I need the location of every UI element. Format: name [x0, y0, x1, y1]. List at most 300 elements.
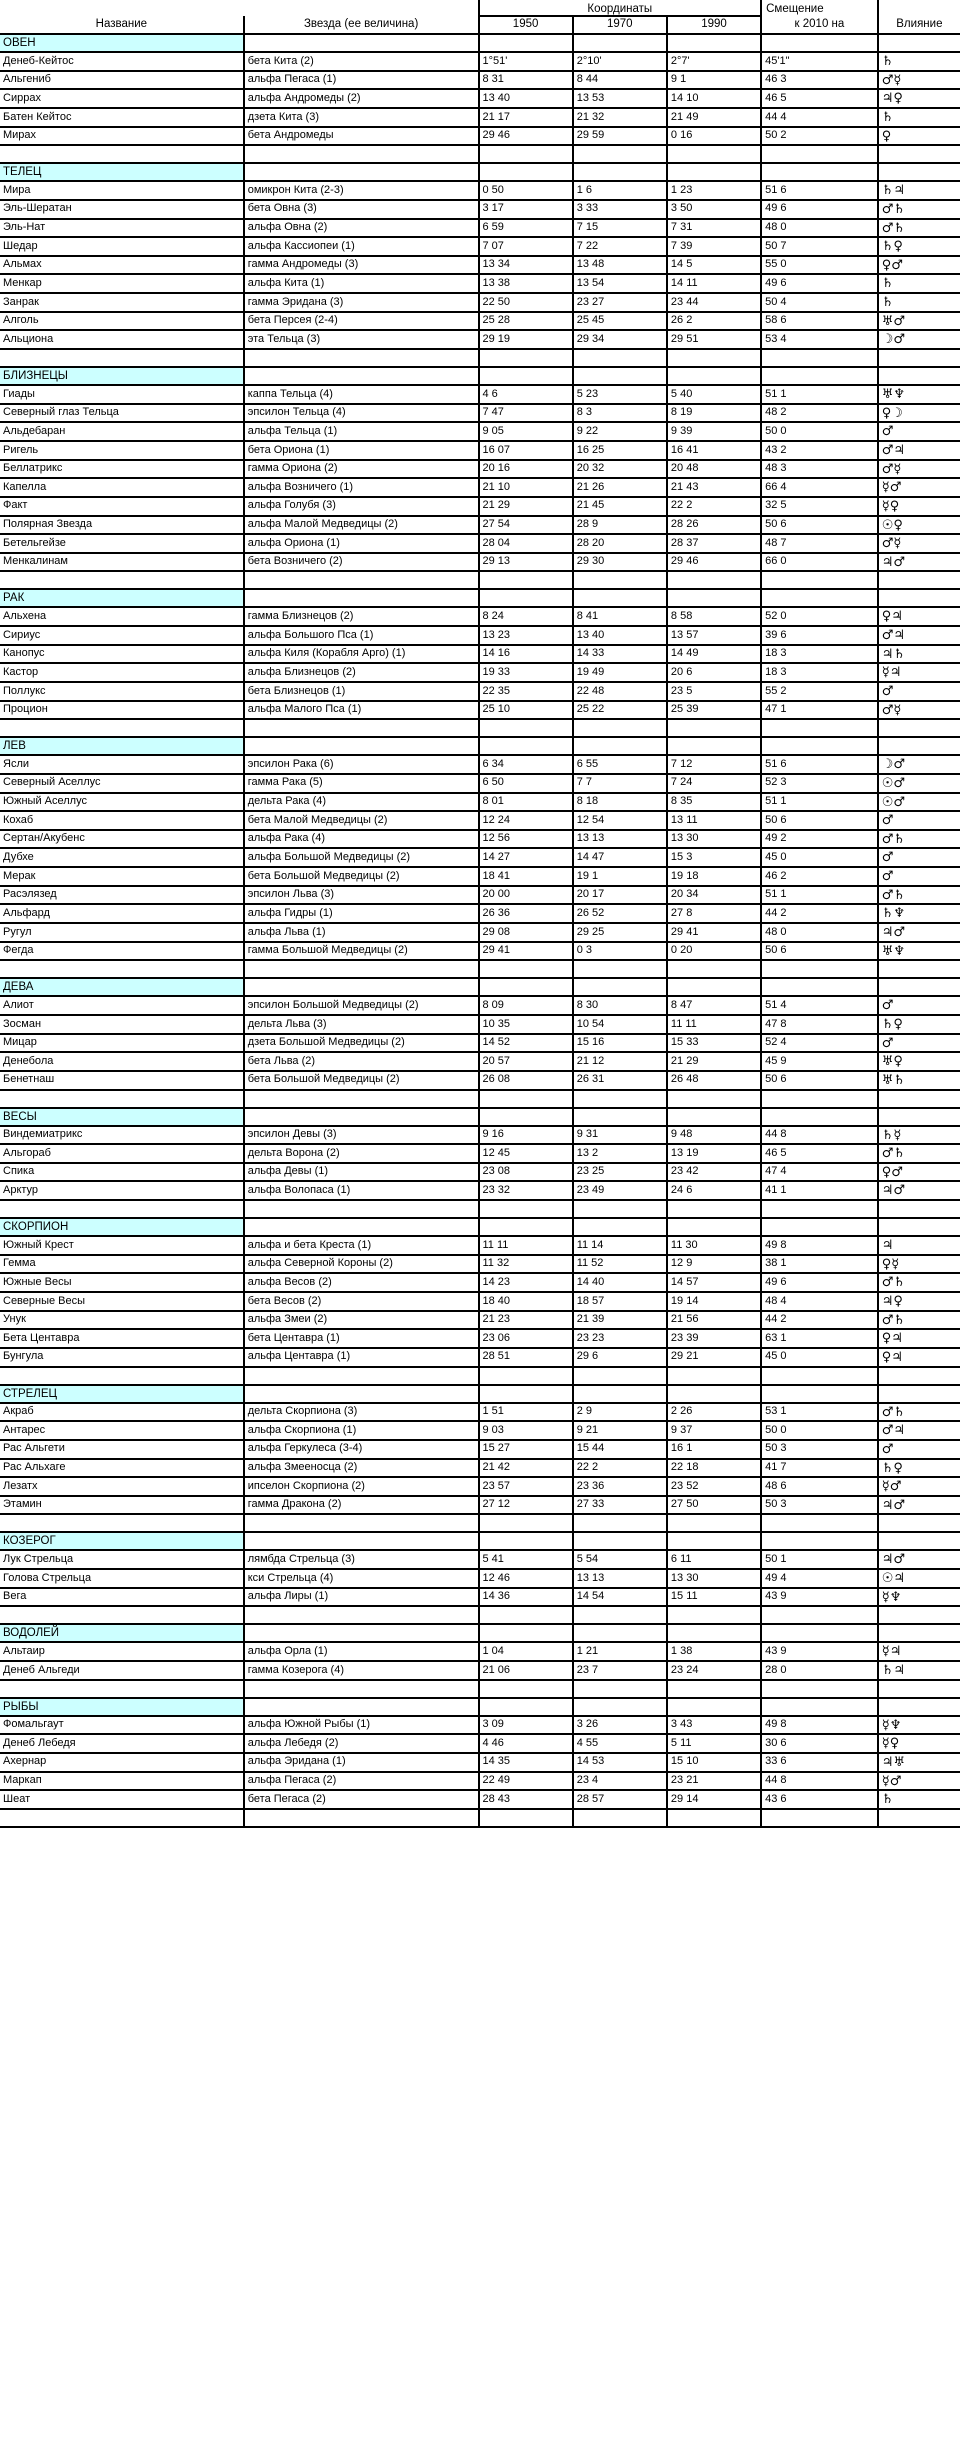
- empty-cell: [761, 571, 878, 589]
- table-row[interactable]: [0, 1255, 960, 1274]
- coordinate-1990-cell: 13 11: [667, 811, 761, 830]
- table-row[interactable]: [0, 867, 960, 886]
- planet-glyph-icon: ♂♄: [881, 1312, 906, 1328]
- table-row[interactable]: [0, 256, 960, 275]
- empty-cell: [761, 1532, 878, 1550]
- table-row[interactable]: [0, 811, 960, 830]
- table-row[interactable]: [0, 1144, 960, 1163]
- coordinate-1990-cell: 14 5: [667, 256, 761, 275]
- empty-cell: [479, 960, 573, 978]
- table-row[interactable]: [0, 553, 960, 572]
- empty-cell: [244, 960, 479, 978]
- planet-glyph-icon: ♂♄: [881, 1146, 906, 1162]
- coordinate-1990-cell: 16 41: [667, 441, 761, 460]
- star-designation-cell: альфа Пегаса (2): [244, 1772, 479, 1791]
- table-row[interactable]: [0, 1772, 960, 1791]
- empty-cell: [573, 1367, 667, 1385]
- empty-cell: [667, 1680, 761, 1698]
- section-separator-row: [0, 1809, 960, 1827]
- star-designation-cell: альфа Змееносца (2): [244, 1459, 479, 1478]
- table-row[interactable]: [0, 200, 960, 219]
- zodiac-sign-row[interactable]: [0, 34, 960, 52]
- coordinate-1950-cell: 19 33: [479, 663, 573, 682]
- empty-cell: [761, 1680, 878, 1698]
- shift-2010-cell: 48 2: [761, 404, 878, 423]
- coordinate-1970-cell: 7 7: [573, 774, 667, 793]
- table-row[interactable]: [0, 1273, 960, 1292]
- zodiac-sign-label: ЛЕВ: [0, 737, 244, 755]
- empty-cell: [244, 571, 479, 589]
- zodiac-sign-row[interactable]: [0, 1532, 960, 1550]
- coordinate-1950-cell: 22 49: [479, 1772, 573, 1791]
- coordinate-1970-cell: 14 54: [573, 1588, 667, 1607]
- zodiac-sign-row[interactable]: [0, 1218, 960, 1236]
- star-name-cell: Мира: [0, 181, 244, 200]
- table-row[interactable]: [0, 127, 960, 146]
- table-row[interactable]: [0, 89, 960, 108]
- star-name-cell: Южные Весы: [0, 1273, 244, 1292]
- coordinate-1990-cell: 20 48: [667, 460, 761, 479]
- star-designation-cell: альфа Льва (1): [244, 923, 479, 942]
- shift-2010-cell: 39 6: [761, 626, 878, 645]
- coordinate-1950-cell: 14 52: [479, 1034, 573, 1053]
- table-row[interactable]: [0, 1071, 960, 1090]
- empty-cell: [479, 589, 573, 607]
- table-row[interactable]: [0, 497, 960, 516]
- empty-cell: [878, 1624, 960, 1642]
- planetary-influence-cell: [878, 1403, 960, 1422]
- shift-2010-cell: 44 2: [761, 1311, 878, 1330]
- coordinate-1970-cell: 23 27: [573, 293, 667, 312]
- star-name-cell: Вега: [0, 1588, 244, 1607]
- planet-glyph-icon: ☿♃: [881, 1644, 902, 1660]
- empty-cell: [244, 1606, 479, 1624]
- coordinate-1990-cell: 23 52: [667, 1477, 761, 1496]
- coordinate-1950-cell: 12 56: [479, 830, 573, 849]
- star-name-cell: Денебола: [0, 1052, 244, 1071]
- shift-2010-cell: 48 3: [761, 460, 878, 479]
- shift-2010-cell: 49 6: [761, 1273, 878, 1292]
- star-designation-cell: альфа Весов (2): [244, 1273, 479, 1292]
- coordinate-1970-cell: 20 17: [573, 886, 667, 905]
- empty-cell: [479, 1809, 573, 1827]
- star-name-cell: Северный глаз Тельца: [0, 404, 244, 423]
- star-designation-cell: гамма Эридана (3): [244, 293, 479, 312]
- planet-glyph-icon: ♀: [881, 128, 892, 144]
- planetary-influence-cell: [878, 89, 960, 108]
- table-row[interactable]: [0, 1163, 960, 1182]
- coordinate-1970-cell: 15 16: [573, 1034, 667, 1053]
- star-designation-cell: альфа Андромеды (2): [244, 89, 479, 108]
- shift-2010-cell: 49 4: [761, 1569, 878, 1588]
- empty-cell: [667, 1606, 761, 1624]
- empty-cell: [761, 163, 878, 181]
- coordinate-1950-cell: 6 34: [479, 755, 573, 774]
- empty-cell: [761, 34, 878, 52]
- table-row[interactable]: [0, 534, 960, 553]
- header-shift-bottom: к 2010 на: [761, 16, 878, 33]
- zodiac-sign-row[interactable]: [0, 1385, 960, 1403]
- shift-2010-cell: 50 6: [761, 811, 878, 830]
- table-row[interactable]: [0, 755, 960, 774]
- header-name: Название: [0, 16, 244, 33]
- coordinate-1950-cell: 28 51: [479, 1348, 573, 1367]
- coordinate-1970-cell: 8 41: [573, 607, 667, 626]
- empty-cell: [244, 1200, 479, 1218]
- empty-cell: [878, 1532, 960, 1550]
- star-name-cell: Голова Стрельца: [0, 1569, 244, 1588]
- coordinate-1950-cell: 21 23: [479, 1311, 573, 1330]
- star-designation-cell: альфа Большой Медведицы (2): [244, 848, 479, 867]
- shift-2010-cell: 52 3: [761, 774, 878, 793]
- table-row[interactable]: [0, 1734, 960, 1753]
- star-designation-cell: альфа Южной Рыбы (1): [244, 1716, 479, 1735]
- empty-cell: [667, 1514, 761, 1532]
- empty-cell: [573, 1200, 667, 1218]
- coordinate-1970-cell: 29 30: [573, 553, 667, 572]
- planetary-influence-cell: [878, 127, 960, 146]
- coordinate-1970-cell: 2 9: [573, 1403, 667, 1422]
- planetary-influence-cell: [878, 404, 960, 423]
- shift-2010-cell: 46 5: [761, 89, 878, 108]
- table-row[interactable]: [0, 1181, 960, 1200]
- zodiac-sign-row[interactable]: [0, 1108, 960, 1126]
- zodiac-sign-row[interactable]: [0, 737, 960, 755]
- table-row[interactable]: [0, 422, 960, 441]
- table-row[interactable]: [0, 923, 960, 942]
- coordinate-1990-cell: 29 51: [667, 330, 761, 349]
- star-designation-cell: альфа и бета Креста (1): [244, 1236, 479, 1255]
- table-row[interactable]: [0, 942, 960, 961]
- shift-2010-cell: 50 6: [761, 1071, 878, 1090]
- coordinate-1950-cell: 8 09: [479, 996, 573, 1015]
- coordinate-1990-cell: 29 41: [667, 923, 761, 942]
- planet-glyph-icon: ☿♀: [881, 498, 900, 514]
- planetary-influence-cell: [878, 460, 960, 479]
- empty-cell: [573, 367, 667, 385]
- table-row[interactable]: [0, 219, 960, 238]
- empty-cell: [667, 1385, 761, 1403]
- empty-cell: [761, 1514, 878, 1532]
- table-row[interactable]: [0, 460, 960, 479]
- empty-cell: [667, 1108, 761, 1126]
- zodiac-sign-row[interactable]: [0, 589, 960, 607]
- table-row[interactable]: [0, 1311, 960, 1330]
- table-row[interactable]: [0, 1292, 960, 1311]
- table-row[interactable]: [0, 904, 960, 923]
- empty-cell: [479, 1514, 573, 1532]
- planetary-influence-cell: [878, 516, 960, 535]
- planetary-influence-cell: [878, 1126, 960, 1145]
- planet-glyph-icon: ♃♂: [881, 1183, 906, 1199]
- table-row[interactable]: [0, 682, 960, 701]
- coordinate-1970-cell: 20 32: [573, 460, 667, 479]
- empty-cell: [761, 349, 878, 367]
- planet-glyph-icon: ♄: [881, 295, 894, 311]
- zodiac-sign-row[interactable]: [0, 978, 960, 996]
- zodiac-sign-label: СТРЕЛЕЦ: [0, 1385, 244, 1403]
- coordinate-1970-cell: 19 49: [573, 663, 667, 682]
- star-designation-cell: дельта Льва (3): [244, 1015, 479, 1034]
- shift-2010-cell: 44 8: [761, 1772, 878, 1791]
- table-row[interactable]: [0, 793, 960, 812]
- coordinate-1950-cell: 21 17: [479, 108, 573, 127]
- shift-2010-cell: 28 0: [761, 1661, 878, 1680]
- table-row[interactable]: [0, 516, 960, 535]
- empty-cell: [573, 589, 667, 607]
- planetary-influence-cell: [878, 312, 960, 331]
- empty-cell: [479, 367, 573, 385]
- shift-2010-cell: 66 4: [761, 478, 878, 497]
- table-row[interactable]: [0, 312, 960, 331]
- table-row[interactable]: [0, 1550, 960, 1569]
- zodiac-sign-row[interactable]: [0, 367, 960, 385]
- empty-cell: [573, 1385, 667, 1403]
- planet-glyph-icon: ♃♂: [881, 925, 906, 941]
- empty-cell: [761, 1200, 878, 1218]
- star-name-cell: Виндемиатрикс: [0, 1126, 244, 1145]
- star-designation-cell: альфа Гидры (1): [244, 904, 479, 923]
- planet-glyph-icon: ♂: [881, 850, 894, 866]
- coordinate-1970-cell: 21 32: [573, 108, 667, 127]
- planetary-influence-cell: [878, 1569, 960, 1588]
- planetary-influence-cell: [878, 626, 960, 645]
- planet-glyph-icon: ♂♃: [881, 1423, 906, 1439]
- star-designation-cell: бета Персея (2-4): [244, 312, 479, 331]
- shift-2010-cell: 49 6: [761, 274, 878, 293]
- table-row[interactable]: [0, 478, 960, 497]
- coordinate-1990-cell: 3 43: [667, 1716, 761, 1735]
- star-designation-cell: бета Малой Медведицы (2): [244, 811, 479, 830]
- empty-cell: [244, 719, 479, 737]
- star-designation-cell: альфа Овна (2): [244, 219, 479, 238]
- table-body: [0, 34, 960, 1827]
- star-designation-cell: ипселон Скорпиона (2): [244, 1477, 479, 1496]
- coordinate-1950-cell: 8 01: [479, 793, 573, 812]
- table-row[interactable]: [0, 1790, 960, 1809]
- coordinate-1950-cell: 3 17: [479, 200, 573, 219]
- empty-cell: [244, 145, 479, 163]
- zodiac-sign-label: СКОРПИОН: [0, 1218, 244, 1236]
- planetary-influence-cell: [878, 441, 960, 460]
- zodiac-sign-row[interactable]: [0, 1698, 960, 1716]
- planetary-influence-cell: [878, 996, 960, 1015]
- shift-2010-cell: 47 8: [761, 1015, 878, 1034]
- table-row[interactable]: [0, 1753, 960, 1772]
- planetary-influence-cell: [878, 1550, 960, 1569]
- table-row[interactable]: [0, 1459, 960, 1478]
- empty-cell: [761, 1385, 878, 1403]
- table-row[interactable]: [0, 1440, 960, 1459]
- planetary-influence-cell: [878, 497, 960, 516]
- planet-glyph-icon: ☿♂: [881, 480, 902, 496]
- coordinate-1970-cell: 21 39: [573, 1311, 667, 1330]
- star-name-cell: Фегда: [0, 942, 244, 961]
- shift-2010-cell: 44 2: [761, 904, 878, 923]
- table-row[interactable]: [0, 701, 960, 720]
- star-designation-cell: гамма Ориона (2): [244, 460, 479, 479]
- table-row[interactable]: [0, 1052, 960, 1071]
- star-name-cell: Ригель: [0, 441, 244, 460]
- coordinate-1990-cell: 24 6: [667, 1181, 761, 1200]
- star-designation-cell: альфа Пегаса (1): [244, 71, 479, 90]
- table-row[interactable]: [0, 1403, 960, 1422]
- table-row[interactable]: [0, 1496, 960, 1515]
- table-row[interactable]: [0, 848, 960, 867]
- table-row[interactable]: [0, 886, 960, 905]
- table-row[interactable]: [0, 52, 960, 71]
- table-row[interactable]: [0, 1034, 960, 1053]
- coordinate-1970-cell: 5 23: [573, 385, 667, 404]
- empty-cell: [0, 1680, 244, 1698]
- planetary-influence-cell: [878, 478, 960, 497]
- table-row[interactable]: [0, 1329, 960, 1348]
- empty-cell: [878, 978, 960, 996]
- coordinate-1970-cell: 6 55: [573, 755, 667, 774]
- coordinate-1990-cell: 13 19: [667, 1144, 761, 1163]
- star-designation-cell: альфа Орла (1): [244, 1642, 479, 1661]
- empty-cell: [479, 1624, 573, 1642]
- coordinate-1970-cell: 18 57: [573, 1292, 667, 1311]
- shift-2010-cell: 49 6: [761, 200, 878, 219]
- planet-glyph-icon: ☿♃: [881, 665, 902, 681]
- table-row[interactable]: [0, 645, 960, 664]
- coordinate-1950-cell: 3 09: [479, 1716, 573, 1735]
- table-row[interactable]: [0, 830, 960, 849]
- star-name-cell: Занрак: [0, 293, 244, 312]
- table-row[interactable]: [0, 274, 960, 293]
- shift-2010-cell: 53 1: [761, 1403, 878, 1422]
- table-row[interactable]: [0, 108, 960, 127]
- coordinate-1970-cell: 14 53: [573, 1753, 667, 1772]
- table-row[interactable]: [0, 1477, 960, 1496]
- star-name-cell: Беллатрикс: [0, 460, 244, 479]
- table-row[interactable]: [0, 1716, 960, 1735]
- coordinate-1970-cell: 0 3: [573, 942, 667, 961]
- zodiac-sign-row[interactable]: [0, 163, 960, 181]
- planetary-influence-cell: [878, 181, 960, 200]
- star-name-cell: Альциона: [0, 330, 244, 349]
- planet-glyph-icon: ♄♀: [881, 1016, 903, 1032]
- coordinate-1970-cell: 16 25: [573, 441, 667, 460]
- shift-2010-cell: 48 7: [761, 534, 878, 553]
- coordinate-1950-cell: 6 50: [479, 774, 573, 793]
- table-row[interactable]: [0, 1421, 960, 1440]
- coordinate-1990-cell: 2°7': [667, 52, 761, 71]
- table-row[interactable]: [0, 237, 960, 256]
- empty-cell: [878, 349, 960, 367]
- empty-cell: [761, 719, 878, 737]
- table-row[interactable]: [0, 1642, 960, 1661]
- coordinate-1970-cell: 3 26: [573, 1716, 667, 1735]
- table-row[interactable]: [0, 1588, 960, 1607]
- table-row[interactable]: [0, 1661, 960, 1680]
- table-row[interactable]: [0, 1015, 960, 1034]
- header-spacer-influence: [878, 0, 960, 16]
- table-row[interactable]: [0, 1126, 960, 1145]
- coordinate-1990-cell: 23 44: [667, 293, 761, 312]
- planetary-influence-cell: [878, 1052, 960, 1071]
- coordinate-1970-cell: 21 45: [573, 497, 667, 516]
- star-designation-cell: альфа Центавра (1): [244, 1348, 479, 1367]
- coordinate-1970-cell: 15 44: [573, 1440, 667, 1459]
- planetary-influence-cell: [878, 1477, 960, 1496]
- empty-cell: [0, 1367, 244, 1385]
- coordinate-1950-cell: 14 23: [479, 1273, 573, 1292]
- coordinate-1950-cell: 29 08: [479, 923, 573, 942]
- table-row[interactable]: [0, 330, 960, 349]
- shift-2010-cell: 50 0: [761, 1421, 878, 1440]
- empty-cell: [667, 145, 761, 163]
- coordinate-1990-cell: 19 18: [667, 867, 761, 886]
- table-row[interactable]: [0, 626, 960, 645]
- planet-glyph-icon: ♂♄: [881, 1404, 906, 1420]
- coordinate-1990-cell: 6 11: [667, 1550, 761, 1569]
- table-row[interactable]: [0, 607, 960, 626]
- empty-cell: [761, 367, 878, 385]
- coordinate-1950-cell: 1 04: [479, 1642, 573, 1661]
- table-row[interactable]: [0, 663, 960, 682]
- coordinate-1990-cell: 21 56: [667, 1311, 761, 1330]
- table-row[interactable]: [0, 404, 960, 423]
- coordinate-1950-cell: 21 42: [479, 1459, 573, 1478]
- empty-cell: [479, 1108, 573, 1126]
- star-name-cell: Лезатх: [0, 1477, 244, 1496]
- table-row[interactable]: [0, 441, 960, 460]
- section-separator-row: [0, 1367, 960, 1385]
- table-row[interactable]: [0, 1569, 960, 1588]
- table-row[interactable]: [0, 71, 960, 90]
- coordinate-1950-cell: 29 19: [479, 330, 573, 349]
- empty-cell: [244, 737, 479, 755]
- table-row[interactable]: [0, 385, 960, 404]
- shift-2010-cell: 45 0: [761, 1348, 878, 1367]
- star-name-cell: Батен Кейтос: [0, 108, 244, 127]
- coordinate-1990-cell: 8 47: [667, 996, 761, 1015]
- star-designation-cell: эпсилон Большой Медведицы (2): [244, 996, 479, 1015]
- zodiac-sign-label: ТЕЛЕЦ: [0, 163, 244, 181]
- zodiac-sign-label: ОВЕН: [0, 34, 244, 52]
- empty-cell: [667, 719, 761, 737]
- coordinate-1990-cell: 1 38: [667, 1642, 761, 1661]
- section-separator-row: [0, 960, 960, 978]
- coordinate-1990-cell: 25 39: [667, 701, 761, 720]
- table-row[interactable]: [0, 293, 960, 312]
- table-row[interactable]: [0, 181, 960, 200]
- star-name-cell: Лук Стрельца: [0, 1550, 244, 1569]
- empty-cell: [573, 1514, 667, 1532]
- star-designation-cell: альфа Эридана (1): [244, 1753, 479, 1772]
- shift-2010-cell: 63 1: [761, 1329, 878, 1348]
- table-row[interactable]: [0, 1236, 960, 1255]
- coordinate-1970-cell: 3 33: [573, 200, 667, 219]
- coordinate-1990-cell: 23 5: [667, 682, 761, 701]
- table-row[interactable]: [0, 1348, 960, 1367]
- coordinate-1950-cell: 21 06: [479, 1661, 573, 1680]
- coordinate-1990-cell: 8 58: [667, 607, 761, 626]
- star-designation-cell: эпсилон Льва (3): [244, 886, 479, 905]
- section-separator-row: [0, 1514, 960, 1532]
- empty-cell: [244, 1090, 479, 1108]
- section-separator-row: [0, 145, 960, 163]
- shift-2010-cell: 51 1: [761, 385, 878, 404]
- empty-cell: [878, 1385, 960, 1403]
- coordinate-1950-cell: 13 40: [479, 89, 573, 108]
- coordinate-1990-cell: 28 26: [667, 516, 761, 535]
- table-row[interactable]: [0, 774, 960, 793]
- table-row[interactable]: [0, 996, 960, 1015]
- zodiac-sign-row[interactable]: [0, 1624, 960, 1642]
